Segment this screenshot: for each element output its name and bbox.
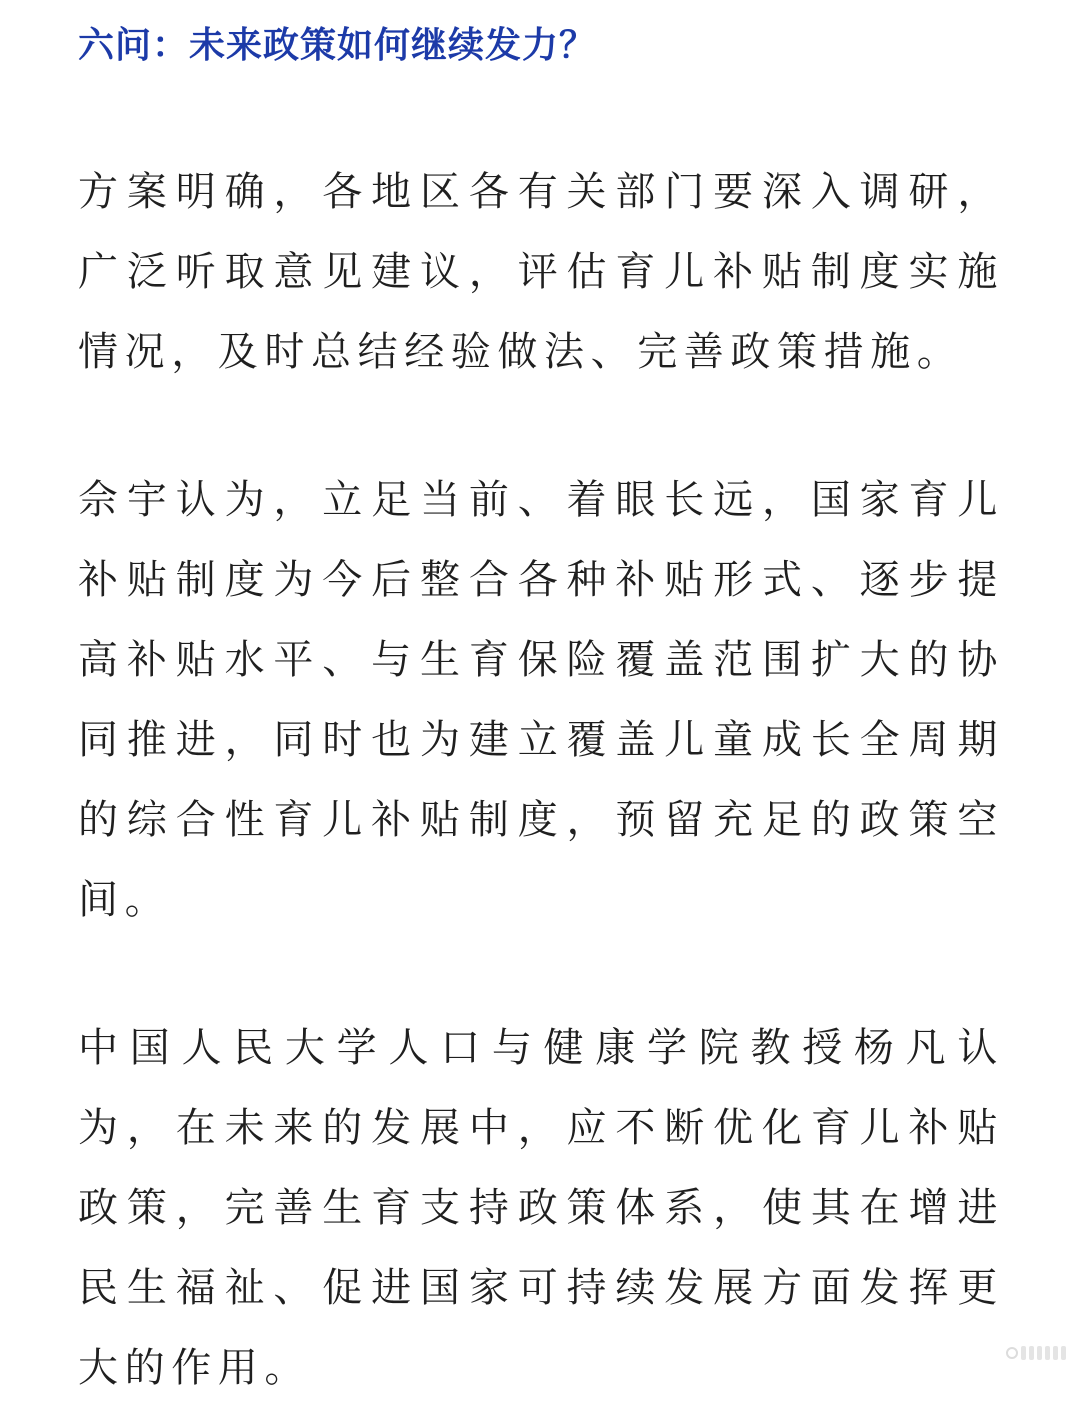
watermark-bar-icon	[1021, 1346, 1026, 1360]
article-body	[78, 18, 1004, 1408]
watermark-bar-icon	[1061, 1346, 1066, 1360]
paragraph-she-yu-opinion: 佘宇认为，立足当前、着眼长远，国家育儿补贴制度为今后整合各种补贴形式、逐步提高补贴水平、与生育保险覆盖范围扩大的协同推进，同时也为建立覆盖儿童成长全周期的综合性育儿补贴制度，预留充足的政策空间。	[78, 477, 1004, 923]
paragraph-policy-review: 方案明确，各地区各有关部门要深入调研，广泛听取意见建议，评估育儿补贴制度实施情况，及时总结经验做法、完善政策措施。	[78, 169, 1004, 375]
watermark-logo	[1006, 1346, 1066, 1360]
watermark-dot-icon	[1006, 1347, 1018, 1359]
watermark-bar-icon	[1029, 1346, 1034, 1360]
watermark-bar-icon	[1053, 1346, 1058, 1360]
watermark-bar-icon	[1045, 1346, 1050, 1360]
paragraph-yang-fan-opinion: 中国人民大学人口与健康学院教授杨凡认为，在未来的发展中，应不断优化育儿补贴政策，完善生育支持政策体系，使其在增进民生福祉、促进国家可持续发展方面发挥更大的作用。	[78, 1025, 1004, 1391]
section-title: 六问：未来政策如何继续发力？	[78, 25, 597, 66]
watermark-bar-icon	[1037, 1346, 1042, 1360]
